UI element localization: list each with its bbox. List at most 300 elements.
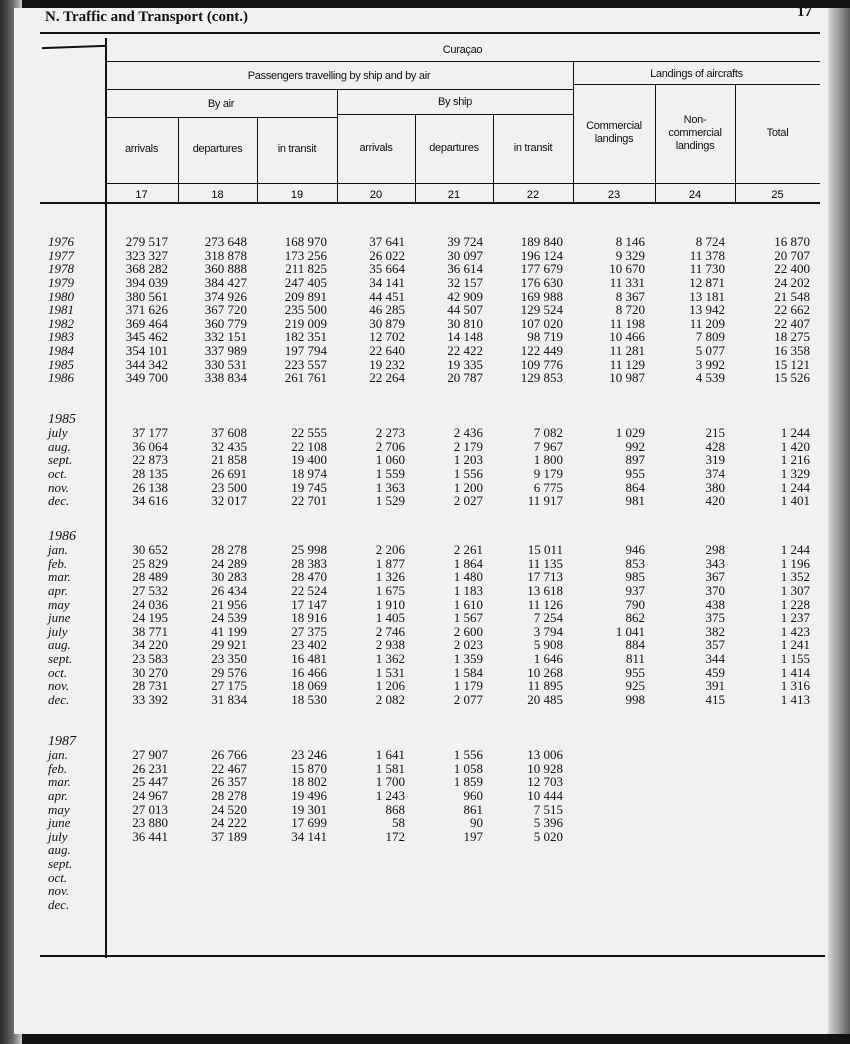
row-label: oct. xyxy=(48,869,68,885)
table-row xyxy=(0,570,850,584)
table-cell: 21 548 xyxy=(774,288,810,304)
table-cell: 332 151 xyxy=(204,329,247,345)
title-rule xyxy=(40,32,820,34)
table-cell: 25 998 xyxy=(291,542,327,557)
table-cell: 10 268 xyxy=(527,664,563,680)
table-cell: 319 xyxy=(705,452,725,468)
table-row xyxy=(0,249,850,263)
table-cell: 261 761 xyxy=(284,370,327,386)
table-cell: 380 561 xyxy=(125,288,168,304)
table-cell: 211 825 xyxy=(285,261,327,277)
table-cell: 35 664 xyxy=(369,261,405,277)
row-label: may xyxy=(48,801,70,817)
table-cell: 380 xyxy=(705,479,725,495)
landings-group-header: Landings of aircrafts xyxy=(650,67,743,80)
table-cell: 22 400 xyxy=(774,261,810,277)
table-cell: 5 908 xyxy=(533,637,563,653)
table-cell: 2 206 xyxy=(375,542,405,557)
table-cell: 28 383 xyxy=(291,555,327,571)
table-cell: 177 679 xyxy=(520,261,563,277)
table-cell: 868 xyxy=(385,801,405,817)
table-cell: 2 179 xyxy=(453,438,483,454)
table-cell: 215 xyxy=(705,425,725,440)
table-cell: 34 220 xyxy=(132,637,168,653)
table-cell: 811 xyxy=(625,651,645,667)
table-cell: 1 359 xyxy=(453,651,483,667)
table-cell: 25 829 xyxy=(132,555,168,571)
table-cell: 374 926 xyxy=(204,288,247,304)
table-cell: 955 xyxy=(625,664,645,680)
table-row xyxy=(0,803,850,817)
table-cell: 374 xyxy=(705,465,725,481)
table-row xyxy=(0,235,850,249)
table-cell: 18 275 xyxy=(774,329,810,345)
table-cell: 337 989 xyxy=(204,343,247,359)
table-cell: 1 155 xyxy=(780,651,810,667)
table-cell: 196 124 xyxy=(520,247,563,263)
table-cell: 3 794 xyxy=(533,623,563,639)
table-cell: 1 800 xyxy=(533,452,563,468)
col-divider xyxy=(655,84,656,203)
table-bottom-rule xyxy=(40,955,825,957)
table-cell: 11 281 xyxy=(609,343,645,359)
table-cell: 1 700 xyxy=(375,774,405,790)
table-cell: 273 648 xyxy=(204,234,247,249)
table-cell: 30 283 xyxy=(211,569,247,585)
row-label: apr. xyxy=(48,787,68,803)
row-label: 1976 xyxy=(48,234,74,249)
table-row xyxy=(0,344,850,358)
table-cell: 19 496 xyxy=(291,787,327,803)
table-row xyxy=(0,775,850,789)
section-year-title: 1987 xyxy=(48,734,76,749)
row-label: oct. xyxy=(48,465,68,481)
table-cell: 368 282 xyxy=(125,261,168,277)
column-header: departures xyxy=(429,141,479,154)
row-label: aug. xyxy=(48,842,71,858)
table-cell: 2 261 xyxy=(453,542,483,557)
table-cell: 129 853 xyxy=(520,370,563,386)
table-cell: 10 670 xyxy=(609,261,645,277)
row-label: 1985 xyxy=(48,356,74,372)
table-cell: 3 992 xyxy=(695,356,725,372)
table-cell: 12 703 xyxy=(527,774,563,790)
passengers-rule xyxy=(105,89,573,90)
table-cell: 2 027 xyxy=(453,493,483,509)
row-label: 1980 xyxy=(48,288,74,304)
table-cell: 26 231 xyxy=(132,760,168,776)
table-cell: 7 254 xyxy=(533,610,563,626)
table-cell: 7 809 xyxy=(695,329,725,345)
table-cell: 1 531 xyxy=(375,664,405,680)
table-cell: 22 524 xyxy=(291,582,327,598)
table-cell: 28 470 xyxy=(291,569,327,585)
table-cell: 223 557 xyxy=(284,356,327,372)
table-cell: 23 402 xyxy=(291,637,327,653)
table-cell: 1 581 xyxy=(375,760,405,776)
table-cell: 22 422 xyxy=(447,343,483,359)
table-cell: 985 xyxy=(625,569,645,585)
table-cell: 1 584 xyxy=(453,664,483,680)
table-row xyxy=(0,830,850,844)
row-label: 1981 xyxy=(48,302,74,318)
table-cell: 937 xyxy=(625,582,645,598)
table-cell: 219 009 xyxy=(284,315,327,331)
table-cell: 4 539 xyxy=(695,370,725,386)
table-cell: 23 583 xyxy=(132,651,168,667)
table-cell: 11 126 xyxy=(527,596,563,612)
table-cell: 391 xyxy=(705,678,725,694)
table-cell: 32 157 xyxy=(447,274,483,290)
column-number: 20 xyxy=(369,189,383,201)
table-cell: 864 xyxy=(625,479,645,495)
table-cell: 11 198 xyxy=(609,315,645,331)
table-cell: 182 351 xyxy=(284,329,327,345)
table-cell: 1 405 xyxy=(375,610,405,626)
table-cell: 992 xyxy=(625,438,645,454)
table-cell: 15 121 xyxy=(774,356,810,372)
table-cell: 1 363 xyxy=(375,479,405,495)
table-cell: 1 401 xyxy=(780,493,810,509)
table-cell: 360 779 xyxy=(204,315,247,331)
table-cell: 384 427 xyxy=(204,274,247,290)
table-cell: 28 731 xyxy=(132,678,168,694)
table-cell: 189 840 xyxy=(520,234,563,249)
table-cell: 18 974 xyxy=(291,465,327,481)
table-cell: 10 987 xyxy=(609,370,645,386)
table-cell: 1 423 xyxy=(780,623,810,639)
table-section xyxy=(0,529,850,708)
table-cell: 1 241 xyxy=(780,637,810,653)
table-row xyxy=(0,467,850,481)
table-cell: 29 576 xyxy=(211,664,247,680)
table-cell: 11 378 xyxy=(689,247,725,263)
table-cell: 23 880 xyxy=(132,815,168,831)
table-cell: 23 500 xyxy=(211,479,247,495)
table-cell: 23 246 xyxy=(291,747,327,762)
table-cell: 1 243 xyxy=(375,787,405,803)
column-number: 21 xyxy=(447,189,461,201)
table-row xyxy=(0,611,850,625)
table-cell: 1 244 xyxy=(780,479,810,495)
row-label: sept. xyxy=(48,452,73,468)
table-cell: 5 077 xyxy=(695,343,725,359)
row-label: dec. xyxy=(48,692,70,708)
table-cell: 26 022 xyxy=(369,247,405,263)
row-label: dec. xyxy=(48,493,70,509)
table-cell: 438 xyxy=(705,596,725,612)
table-cell: 9 179 xyxy=(533,465,563,481)
table-cell: 12 702 xyxy=(369,329,405,345)
column-header: arrivals xyxy=(124,143,159,155)
table-cell: 12 871 xyxy=(689,274,725,290)
table-cell: 946 xyxy=(625,542,645,557)
table-cell: 129 524 xyxy=(520,302,563,318)
row-label: july xyxy=(48,425,68,440)
table-row xyxy=(0,453,850,467)
table-cell: 1 179 xyxy=(453,678,483,694)
table-cell: 2 023 xyxy=(453,637,483,653)
table-cell: 197 xyxy=(463,828,483,844)
table-cell: 37 177 xyxy=(132,425,168,440)
table-cell: 22 873 xyxy=(132,452,168,468)
row-label: aug. xyxy=(48,438,71,454)
table-cell: 34 141 xyxy=(369,274,405,290)
table-cell: 960 xyxy=(463,787,483,803)
table-cell: 24 222 xyxy=(211,815,247,831)
section-year-title: 1986 xyxy=(48,529,76,544)
table-cell: 26 766 xyxy=(211,747,247,762)
table-cell: 20 485 xyxy=(527,692,563,708)
table-cell: 24 539 xyxy=(211,610,247,626)
table-cell: 34 141 xyxy=(291,828,327,844)
row-label: mar. xyxy=(48,569,71,585)
table-cell: 32 435 xyxy=(211,438,247,454)
table-cell: 925 xyxy=(625,678,645,694)
table-row xyxy=(0,638,850,652)
table-cell: 11 730 xyxy=(689,261,725,277)
table-row xyxy=(0,330,850,344)
table-cell: 323 327 xyxy=(125,247,168,263)
table-cell: 24 967 xyxy=(132,787,168,803)
table-row xyxy=(0,494,850,508)
table-cell: 10 444 xyxy=(527,787,563,803)
table-cell: 15 526 xyxy=(774,370,810,386)
table-cell: 1 244 xyxy=(780,542,810,557)
table-cell: 1 480 xyxy=(453,569,483,585)
by-air-header: By air xyxy=(207,97,235,110)
table-cell: 318 878 xyxy=(204,247,247,263)
table-row xyxy=(0,426,850,440)
table-cell: 349 700 xyxy=(125,370,168,386)
table-cell: 36 614 xyxy=(447,261,483,277)
table-cell: 394 039 xyxy=(125,274,168,290)
table-cell: 30 270 xyxy=(132,664,168,680)
table-cell: 1 228 xyxy=(780,596,810,612)
table-cell: 415 xyxy=(705,692,725,708)
table-cell: 343 xyxy=(705,555,725,571)
table-cell: 197 794 xyxy=(284,343,327,359)
table-cell: 367 xyxy=(705,569,725,585)
column-header: Total xyxy=(766,126,789,139)
table-row xyxy=(0,762,850,776)
row-label: jan. xyxy=(48,747,68,762)
table-cell: 38 771 xyxy=(132,623,168,639)
row-label: 1984 xyxy=(48,343,74,359)
table-cell: 19 232 xyxy=(369,356,405,372)
table-cell: 22 108 xyxy=(291,438,327,454)
table-row xyxy=(0,748,850,762)
table-cell: 30 097 xyxy=(447,247,483,263)
table-cell: 2 273 xyxy=(375,425,405,440)
table-cell: 790 xyxy=(625,596,645,612)
table-cell: 2 746 xyxy=(375,623,405,639)
table-cell: 22 701 xyxy=(291,493,327,509)
row-label: dec. xyxy=(48,897,70,913)
table-row xyxy=(0,290,850,304)
table-cell: 338 834 xyxy=(204,370,247,386)
table-section xyxy=(0,734,850,913)
table-cell: 354 101 xyxy=(125,343,168,359)
table-cell: 370 xyxy=(705,582,725,598)
column-number-rule xyxy=(105,183,820,184)
table-cell: 9 329 xyxy=(615,247,645,263)
table-cell: 897 xyxy=(625,452,645,468)
table-cell: 8 720 xyxy=(615,302,645,318)
row-label: 1977 xyxy=(48,247,74,263)
table-cell: 330 531 xyxy=(204,356,247,372)
table-cell: 17 699 xyxy=(291,815,327,831)
table-cell: 19 301 xyxy=(291,801,327,817)
row-label: sept. xyxy=(48,651,73,667)
table-cell: 1 559 xyxy=(375,465,405,481)
table-cell: 18 530 xyxy=(291,692,327,708)
region-header: Curaçao xyxy=(442,43,483,56)
row-label: jan. xyxy=(48,542,68,557)
table-cell: 33 392 xyxy=(132,692,168,708)
table-cell: 27 013 xyxy=(132,801,168,817)
row-label: july xyxy=(48,828,68,844)
column-number: 22 xyxy=(526,189,540,201)
table-cell: 344 342 xyxy=(125,356,168,372)
table-cell: 1 864 xyxy=(453,555,483,571)
table-cell: 20 787 xyxy=(447,370,483,386)
table-cell: 17 713 xyxy=(527,569,563,585)
row-label: nov. xyxy=(48,883,70,899)
table-cell: 24 289 xyxy=(211,555,247,571)
table-cell: 1 029 xyxy=(615,425,645,440)
column-header: Commercial landings xyxy=(586,120,642,145)
landings-rule xyxy=(573,84,820,85)
table-cell: 14 148 xyxy=(447,329,483,345)
table-cell: 11 917 xyxy=(527,493,563,509)
table-cell: 861 xyxy=(463,801,483,817)
header-bottom-rule xyxy=(40,202,820,204)
table-cell: 22 407 xyxy=(774,315,810,331)
page-number: 17 xyxy=(797,4,812,20)
table-cell: 13 618 xyxy=(527,582,563,598)
table-cell: 29 921 xyxy=(211,637,247,653)
row-label: may xyxy=(48,596,70,612)
table-cell: 345 462 xyxy=(125,329,168,345)
table-cell: 298 xyxy=(705,542,725,557)
table-row xyxy=(0,843,850,857)
table-cell: 1 877 xyxy=(375,555,405,571)
table-cell: 37 641 xyxy=(369,234,405,249)
table-cell: 16 870 xyxy=(774,234,810,249)
table-cell: 122 449 xyxy=(520,343,563,359)
table-cell: 371 626 xyxy=(125,302,168,318)
table-cell: 1 216 xyxy=(780,452,810,468)
table-row xyxy=(0,481,850,495)
table-row xyxy=(0,693,850,707)
table-section xyxy=(0,412,850,509)
table-cell: 1 610 xyxy=(453,596,483,612)
table-cell: 32 017 xyxy=(211,493,247,509)
table-cell: 46 285 xyxy=(369,302,405,318)
row-label: june xyxy=(48,815,71,831)
row-label: oct. xyxy=(48,664,68,680)
column-header: Non-commercial landings xyxy=(668,113,722,152)
table-cell: 1 326 xyxy=(375,569,405,585)
by-air-rule xyxy=(105,117,337,118)
table-cell: 1 237 xyxy=(780,610,810,626)
table-cell: 1 675 xyxy=(375,582,405,598)
passengers-group-header: Passengers travelling by ship and by air xyxy=(247,69,431,82)
table-cell: 27 907 xyxy=(132,747,168,762)
section-year-title: 1985 xyxy=(48,412,76,427)
table-cell: 21 956 xyxy=(211,596,247,612)
table-cell: 1 196 xyxy=(780,555,810,571)
table-row xyxy=(0,440,850,454)
col-divider xyxy=(735,84,736,203)
table-row xyxy=(0,871,850,885)
row-label: nov. xyxy=(48,479,70,495)
table-cell: 41 199 xyxy=(211,623,247,639)
table-row xyxy=(0,276,850,290)
table-cell: 36 064 xyxy=(132,438,168,454)
table-cell: 18 069 xyxy=(291,678,327,694)
table-cell: 27 532 xyxy=(132,582,168,598)
table-cell: 22 640 xyxy=(369,343,405,359)
table-cell: 173 256 xyxy=(284,247,327,263)
table-cell: 24 520 xyxy=(211,801,247,817)
row-label: 1982 xyxy=(48,315,74,331)
table-row xyxy=(0,898,850,912)
table-cell: 26 138 xyxy=(132,479,168,495)
table-cell: 1 352 xyxy=(780,569,810,585)
column-header: in transit xyxy=(513,141,553,154)
column-number: 25 xyxy=(771,189,784,201)
table-cell: 16 466 xyxy=(291,664,327,680)
table-cell: 1 859 xyxy=(453,774,483,790)
row-label: june xyxy=(48,610,71,626)
table-cell: 1 910 xyxy=(375,596,405,612)
table-cell: 5 020 xyxy=(533,828,563,844)
table-cell: 19 335 xyxy=(447,356,483,372)
table-cell: 1 058 xyxy=(453,760,483,776)
table-cell: 428 xyxy=(705,438,725,454)
column-number: 23 xyxy=(607,189,621,201)
table-row xyxy=(0,884,850,898)
table-cell: 19 745 xyxy=(291,479,327,495)
table-cell: 7 515 xyxy=(533,801,563,817)
table-cell: 24 202 xyxy=(774,274,810,290)
table-cell: 30 810 xyxy=(447,315,483,331)
table-cell: 27 175 xyxy=(211,678,247,694)
row-label: mar. xyxy=(48,774,71,790)
table-cell: 11 135 xyxy=(527,555,563,571)
row-label: aug. xyxy=(48,637,71,653)
table-cell: 247 405 xyxy=(284,274,327,290)
table-cell: 10 466 xyxy=(609,329,645,345)
table-row xyxy=(0,371,850,385)
row-label: 1986 xyxy=(48,370,74,386)
table-cell: 8 724 xyxy=(695,234,725,249)
table-cell: 459 xyxy=(705,664,725,680)
table-cell: 18 802 xyxy=(291,774,327,790)
page-title: N. Traffic and Transport (cont.) xyxy=(45,9,249,25)
table-cell: 420 xyxy=(705,493,725,509)
table-cell: 22 467 xyxy=(211,760,247,776)
row-label: 1978 xyxy=(48,261,74,277)
row-label: feb. xyxy=(48,760,68,776)
row-label: july xyxy=(48,623,68,639)
table-cell: 15 011 xyxy=(527,542,563,557)
table-cell: 20 707 xyxy=(774,247,810,263)
table-cell: 22 555 xyxy=(291,425,327,440)
table-row xyxy=(0,789,850,803)
